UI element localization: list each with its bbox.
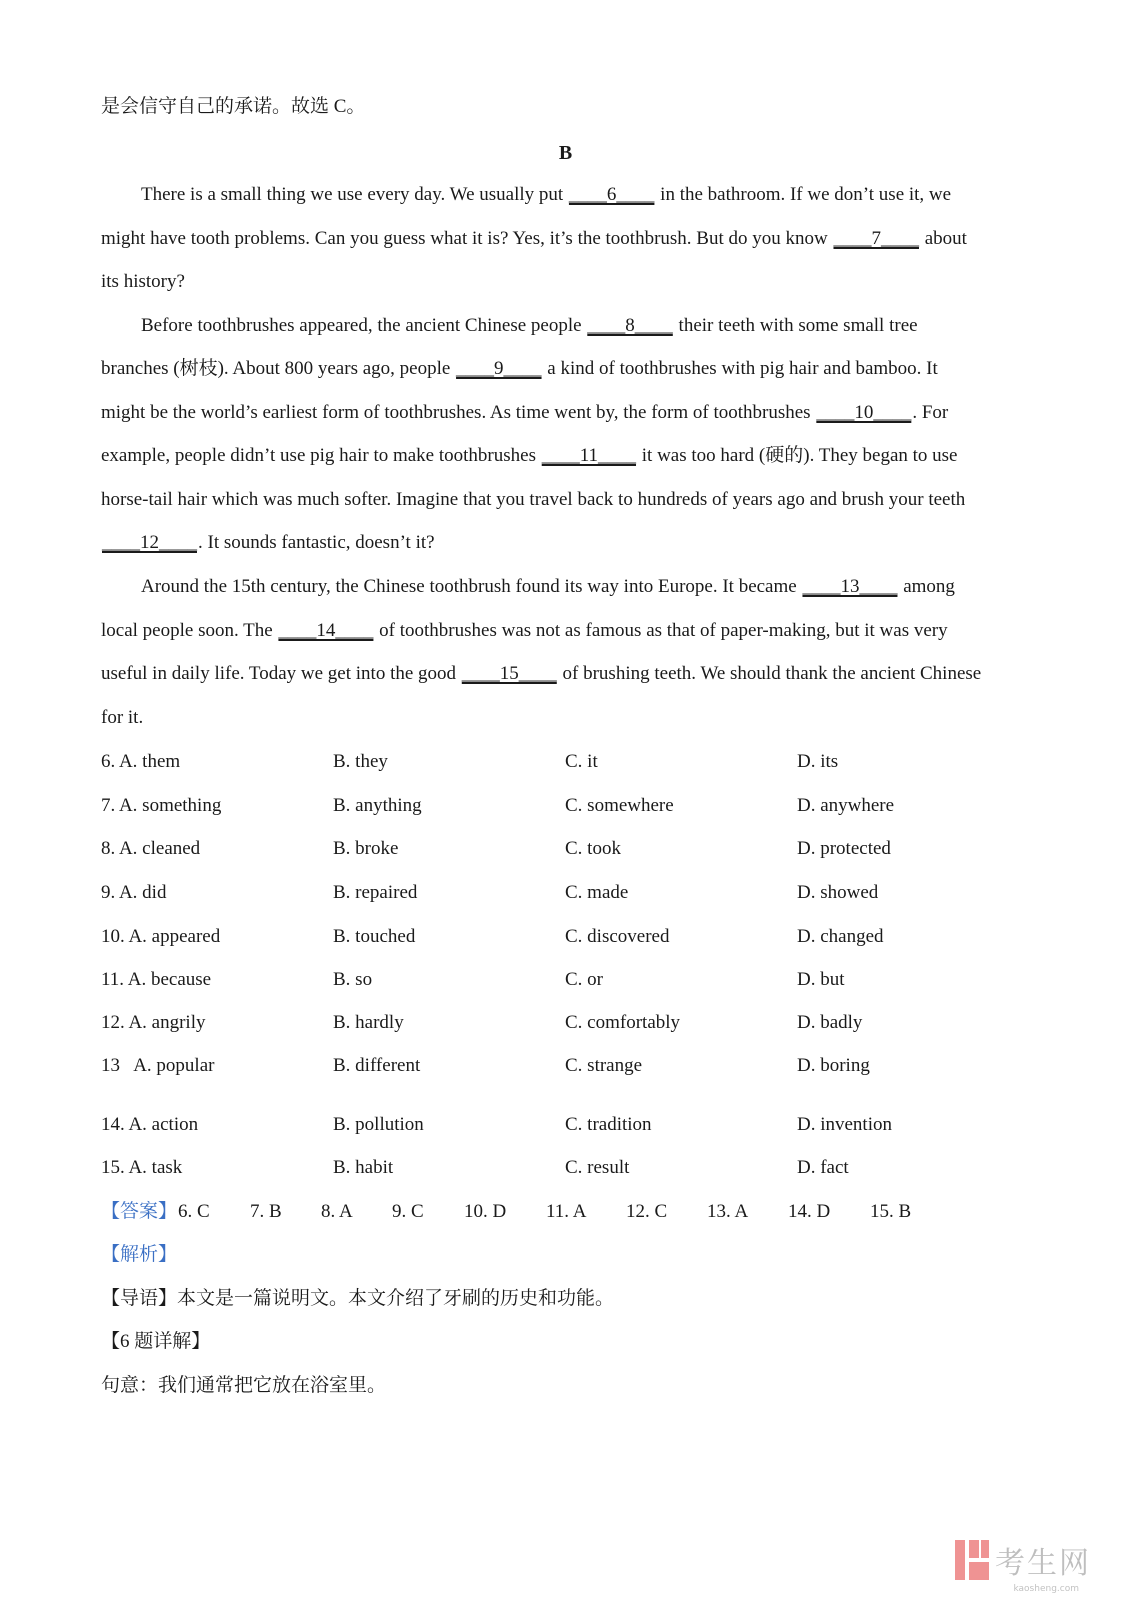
answer-14: 14. D bbox=[788, 1201, 831, 1222]
q6-meaning: 句意：我们通常把它放在浴室里。 bbox=[101, 1375, 387, 1396]
answer-7: 7. B bbox=[250, 1201, 282, 1222]
option-11c: C. or bbox=[565, 969, 603, 990]
blank-8: ____8____ bbox=[587, 315, 673, 336]
answer-15: 15. B bbox=[870, 1201, 912, 1222]
blank-13: ____13____ bbox=[802, 576, 898, 597]
passage-line: its history? bbox=[101, 271, 185, 292]
passage-line: useful in daily life. Today we get into the good ____15____ of brushing teeth. We should thank the ancient Chinese bbox=[101, 663, 982, 684]
answer-6: 6. C bbox=[178, 1201, 210, 1222]
option-12d: D. badly bbox=[797, 1012, 863, 1033]
blank-11: ____11____ bbox=[541, 445, 637, 466]
option-11a: 11. A. because bbox=[101, 969, 212, 990]
passage-line: ____12____. It sounds fantastic, doesn’t it? bbox=[102, 532, 435, 553]
option-13b: B. different bbox=[333, 1055, 421, 1076]
option-7c: C. somewhere bbox=[565, 795, 674, 816]
option-9a: 9. A. did bbox=[101, 882, 167, 903]
passage-line: Before toothbrushes appeared, the ancient Chinese people ____8____ their teeth with some small tree bbox=[141, 315, 918, 336]
option-6c: C. it bbox=[565, 751, 598, 772]
passage-line: local people soon. The ____14____ of toothbrushes was not as famous as that of paper-making, but it was very bbox=[101, 620, 948, 641]
option-15c: C. result bbox=[565, 1157, 630, 1178]
option-10b: B. touched bbox=[333, 926, 416, 947]
option-14d: D. invention bbox=[797, 1114, 892, 1135]
blank-6: ____6____ bbox=[568, 184, 655, 205]
blank-12: ____12____ bbox=[102, 532, 197, 553]
option-7b: B. anything bbox=[333, 795, 422, 816]
answer-13: 13. A bbox=[707, 1201, 749, 1222]
passage-line: might be the world’s earliest form of toothbrushes. As time went by, the form of toothbrushes ____10____. For bbox=[101, 402, 949, 423]
answer-12: 12. C bbox=[626, 1201, 668, 1222]
answer-11: 11. A bbox=[546, 1201, 587, 1222]
option-8a: 8. A. cleaned bbox=[101, 838, 201, 859]
passage-line: example, people didn’t use pig hair to make toothbrushes ____11____ it was too hard (硬的). They began to use bbox=[101, 445, 958, 466]
option-11b: B. so bbox=[333, 969, 373, 990]
previous-answer-text: 是会信守自己的承诺。故选 C。 bbox=[101, 96, 366, 117]
option-15a: 15. A. task bbox=[101, 1157, 183, 1178]
passage-line: There is a small thing we use every day. We usually put ____6____ in the bathroom. If we don’t use it, we bbox=[141, 184, 952, 205]
answer-label: 【答案】 bbox=[101, 1201, 178, 1222]
option-10a: 10. A. appeared bbox=[101, 926, 221, 947]
option-15b: B. habit bbox=[333, 1157, 394, 1178]
blank-14: ____14____ bbox=[278, 620, 374, 641]
section-title: B bbox=[558, 142, 573, 164]
passage-line: might have tooth problems. Can you guess what it is? Yes, it’s the toothbrush. But do you know ____7____ about bbox=[101, 228, 967, 249]
blank-7: ____7____ bbox=[833, 228, 919, 249]
answer-9: 9. C bbox=[392, 1201, 424, 1222]
option-6a: 6. A. them bbox=[101, 751, 181, 772]
passage-line: horse-tail hair which was much softer. Imagine that you travel back to hundreds of years ago and brush your teeth bbox=[101, 489, 966, 510]
passage-line: for it. bbox=[101, 707, 144, 728]
option-14a: 14. A. action bbox=[101, 1114, 199, 1135]
option-10d: D. changed bbox=[797, 926, 884, 947]
option-10c: C. discovered bbox=[565, 926, 670, 947]
option-8d: D. protected bbox=[797, 838, 891, 859]
watermark-url: kaosheng.com bbox=[1013, 1584, 1079, 1594]
blank-10: ____10____ bbox=[816, 402, 912, 423]
option-8c: C. took bbox=[565, 838, 621, 859]
option-15d: D. fact bbox=[797, 1157, 849, 1178]
watermark-logo-icon bbox=[955, 1540, 989, 1580]
analysis-label: 【解析】 bbox=[101, 1244, 178, 1265]
option-6b: B. they bbox=[333, 751, 388, 772]
option-8b: B. broke bbox=[333, 838, 399, 859]
answer-8: 8. A bbox=[321, 1201, 353, 1222]
blank-9: ____9____ bbox=[456, 358, 542, 379]
blank-15: ____15____ bbox=[461, 663, 557, 684]
option-11d: D. but bbox=[797, 969, 845, 990]
option-12c: C. comfortably bbox=[565, 1012, 681, 1033]
guide-text: 【导语】本文是一篇说明文。本文介绍了牙刷的历史和功能。 bbox=[101, 1288, 615, 1309]
option-13a: 13 A. popular bbox=[101, 1055, 215, 1076]
q6-heading: 【6 题详解】 bbox=[101, 1331, 211, 1352]
passage-line: Around the 15th century, the Chinese toothbrush found its way into Europe. It became ____13____ among bbox=[141, 576, 955, 597]
answer-10: 10. D bbox=[464, 1201, 507, 1222]
watermark-text: 考生网 bbox=[995, 1546, 1091, 1581]
option-14b: B. pollution bbox=[333, 1114, 424, 1135]
option-13d: D. boring bbox=[797, 1055, 870, 1076]
option-6d: D. its bbox=[797, 751, 839, 772]
option-12b: B. hardly bbox=[333, 1012, 404, 1033]
option-7d: D. anywhere bbox=[797, 795, 895, 816]
option-14c: C. tradition bbox=[565, 1114, 652, 1135]
option-9d: D. showed bbox=[797, 882, 879, 903]
option-7a: 7. A. something bbox=[101, 795, 222, 816]
option-13c: C. strange bbox=[565, 1055, 643, 1076]
passage-line: branches (树枝). About 800 years ago, people ____9____ a kind of toothbrushes with pig hair and bamboo. It bbox=[101, 358, 938, 379]
option-12a: 12. A. angrily bbox=[101, 1012, 206, 1033]
option-9b: B. repaired bbox=[333, 882, 418, 903]
watermark bbox=[955, 1538, 1091, 1582]
option-9c: C. made bbox=[565, 882, 629, 903]
